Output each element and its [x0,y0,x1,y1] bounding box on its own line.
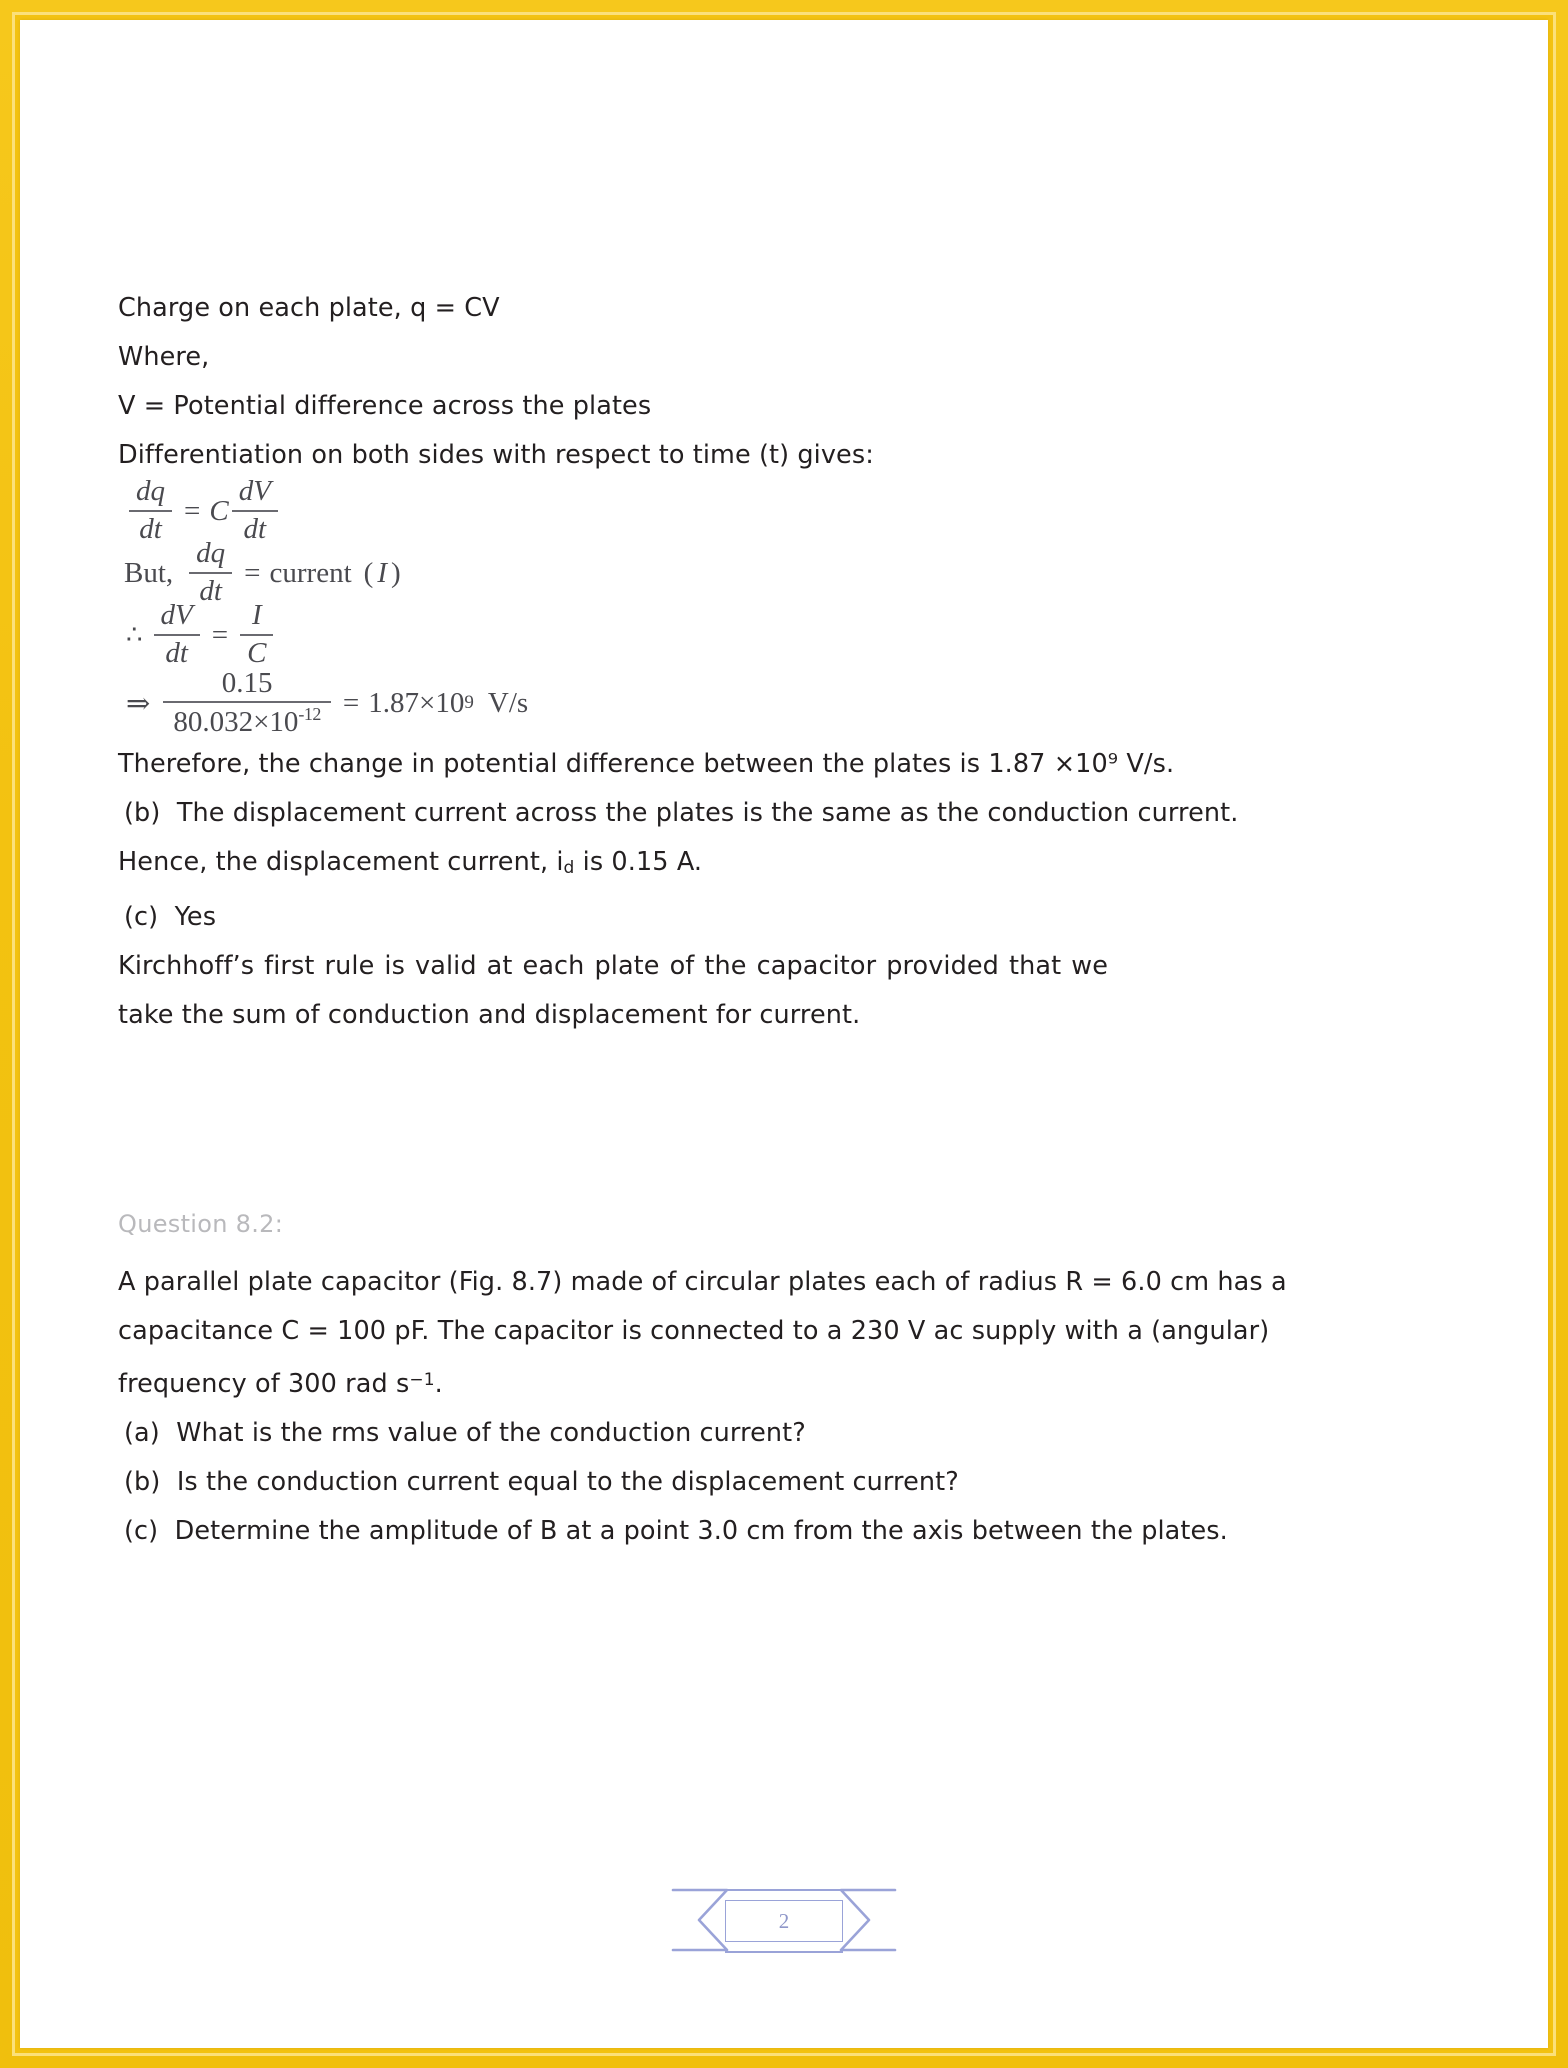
equation-numeric-result [118,666,1118,740]
equals-sign: = [244,556,261,589]
equals-sign: = [342,686,360,719]
numerator-dq: dq [196,537,226,570]
part-c-label: (c) [124,902,159,932]
text-kirchhoff-paragraph: Kirchhoff’s first rule is valid at each plate of the capacitor provided that we take the sum of conduction and displacement for current. [118,951,1108,1030]
text-v-definition: V = Potential difference across the plates [118,391,652,421]
top-spacer [118,20,1118,136]
implies-arrow: ⇒ [126,687,151,720]
fraction-bar [232,510,278,512]
question-item-a-text: What is the rms value of the conduction current? [176,1418,806,1448]
text-part-c [118,893,1118,942]
page-number-box [725,1900,843,1942]
question-body-line3-post: . [434,1369,443,1399]
top-spacer-2 [118,136,1118,284]
fraction-dv-over-dt [232,477,278,544]
text-conclusion-a: Therefore, the change in potential difference between the plates is 1.87 ×10⁹ V/s. [118,749,1175,779]
ribbon-graphic [669,1881,899,1959]
ribbon-bar-top [725,1889,843,1891]
text-part-b-line2 [118,838,1118,893]
denominator-mantissa: 80.032×10 [173,705,299,738]
ribbon-bar-bottom [725,1951,843,1953]
page-content [118,20,1287,1556]
part-b-label: (b) [124,798,161,828]
equation-but-current [118,537,1118,607]
question-item-c-text: Determine the amplitude of B at a point 3.0 cm from the axis between the plates. [174,1516,1228,1546]
denominator-dt: dt [243,513,267,545]
question-item-c [118,1507,1228,1556]
question-body-line3 [118,1356,1118,1409]
equals-sign: = [211,618,229,651]
fraction-bar [129,510,172,512]
fraction-i-over-c [240,601,273,668]
fraction-dq-over-dt-2 [189,539,232,606]
fraction-dq-over-dt [129,477,172,544]
subscript-d: d [563,858,575,878]
paren-close: ) [390,556,401,589]
question-item-b-label: (b) [124,1467,161,1497]
section-spacer [118,1040,1118,1156]
result-exponent: 9 [464,692,474,713]
page-number: 2 [778,1908,790,1933]
part-c-text: Yes [174,902,217,932]
question-body-line2: capacitance C = 100 pF. The capacitor is connected to a 230 V ac supply with a (angular) [118,1316,1270,1346]
numerator-value: 0.15 [221,666,273,699]
fraction-dv-over-dt-2 [154,601,200,668]
result-unit: V/s [487,686,529,719]
superscript-minus-one: −1 [409,1370,435,1390]
question-item-a [118,1409,1118,1458]
question-item-b [118,1458,1118,1507]
equation-dv-dt-equals-i-over-c [118,599,1118,669]
question-item-c-label: (c) [124,1516,159,1546]
heading-spacer [118,1244,1118,1258]
denominator-dt: dt [165,637,188,669]
denominator-value [163,705,331,738]
page-number-ribbon [20,1865,1548,1975]
text-part-b [118,789,1239,838]
question-item-b-text: Is the conduction current equal to the displacement current? [176,1467,959,1497]
denominator-c: C [247,637,267,669]
symbol-i: I [377,556,387,589]
question-heading: Question 8.2: [118,1210,284,1238]
question-item-a-label: (a) [124,1418,160,1448]
part-b-text: The displacement current across the plates is the same as the conduction current. [176,798,1239,828]
equation-dq-dt [118,475,1118,545]
ribbon-tail-left-icon [669,1887,731,1953]
result-mantissa: 1.87×10 [368,686,465,719]
fraction-bar [163,701,331,703]
document-page [20,20,1548,2048]
denominator-dt: dt [139,513,162,545]
therefore-symbol: ∴ [126,620,143,649]
math-equations [118,475,1118,740]
numerator-dv: dV [160,599,193,632]
text-where: Where, [118,342,210,372]
label-but: But, [124,556,174,589]
text-differentiation: Differentiation on both sides with respect to time (t) gives: [118,440,874,470]
numerator-i: I [251,599,262,632]
fraction-bar [154,634,200,636]
numerator-dq: dq [136,475,165,508]
text-charge-on-plate: Charge on each plate, q = CV [118,293,500,323]
section-spacer-2 [118,1156,1118,1204]
paren-open: ( [363,556,374,589]
equals-sign: = [184,494,201,527]
ribbon-tail-right-icon [837,1887,899,1953]
coefficient-c: C [209,494,229,527]
part-b-line2-post: is 0.15 A. [574,847,703,877]
part-b-line2-pre: Hence, the displacement current, i [118,847,564,877]
fraction-bar [189,572,232,574]
question-body-line1: A parallel plate capacitor (Fig. 8.7) made of circular plates each of radius R = 6.0 cm has a [118,1267,1287,1297]
numerator-dv: dV [238,475,271,508]
question-body-line3-pre: frequency of 300 rad s [118,1369,410,1399]
fraction-bar [240,634,273,636]
denominator-dt: dt [199,575,222,607]
denominator-exponent: -12 [298,703,321,724]
fraction-numeric [163,666,331,738]
word-current: current [269,556,352,589]
